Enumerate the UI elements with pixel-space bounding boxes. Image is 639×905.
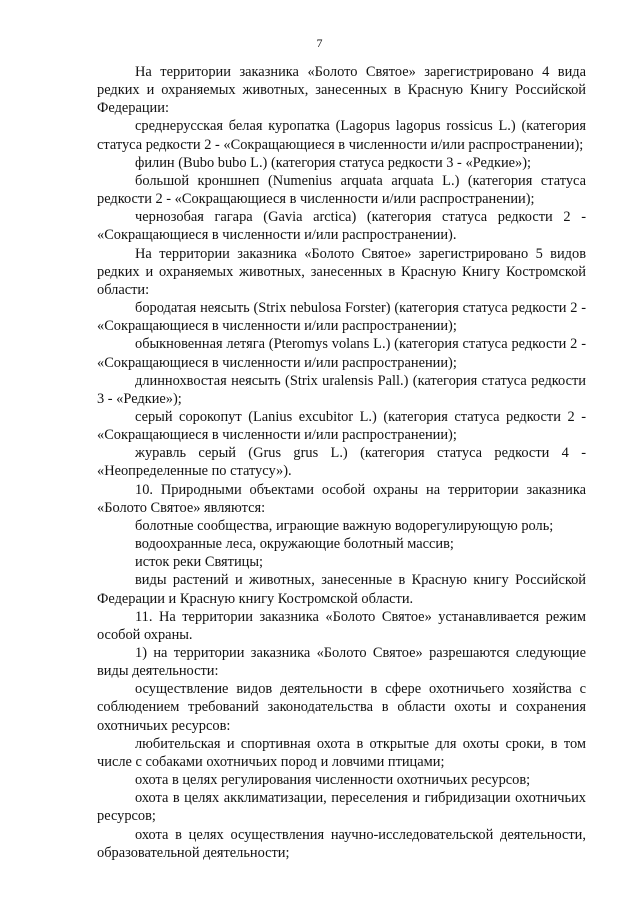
paragraph: осуществление видов деятельности в сфере охотничьего хозяйства с соблюдением требований законодательства в области охоты и сохранения охотничьих ресурсов:: [97, 681, 586, 734]
paragraph: 1) на территории заказника «Болото Святое» разрешаются следующие виды деятельности:: [97, 645, 586, 680]
paragraph: На территории заказника «Болото Святое» зарегистрировано 5 видов редких и охраняемых животных, занесенных в Красную Книгу Костромской области:: [97, 245, 586, 298]
paragraph: чернозобая гагара (Gavia arctica) (категория статуса редкости 2 - «Сокращающиеся в численности и/или распространении).: [97, 209, 586, 244]
paragraph: любительская и спортивная охота в открытые для охоты сроки, в том числе с собаками охотничьих пород и ловчими птицами;: [97, 735, 586, 770]
paragraph: длиннохвостая неясыть (Strix uralensis Pall.) (категория статуса редкости 3 - «Редкие»);: [97, 372, 586, 407]
paragraph: среднерусская белая куропатка (Lagopus lagopus rossicus L.) (категория статуса редкости 2 - «Сокращающиеся в численности и/или распространении);: [97, 118, 586, 153]
paragraph: большой кроншнеп (Numenius arquata arquata L.) (категория статуса редкости 2 - «Сокращающиеся в численности и/или распространении);: [97, 172, 586, 208]
paragraph: бородатая неясыть (Strix nebulosa Forster) (категория статуса редкости 2 - «Сокращающиеся в численности и/или распространении);: [97, 300, 586, 335]
paragraph: обыкновенная летяга (Pteromys volans L.) (категория статуса редкости 2 - «Сокращающиеся в численности и/или распространении);: [97, 336, 586, 371]
paragraph: болотные сообщества, играющие важную водорегулирующую роль;: [135, 517, 554, 534]
paragraph: охота в целях регулирования численности охотничьих ресурсов;: [135, 772, 531, 789]
paragraph: серый сорокопут (Lanius excubitor L.) (категория статуса редкости 2 - «Сокращающиеся в численности и/или распространении);: [97, 408, 586, 444]
paragraph: На территории заказника «Болото Святое» зарегистрировано 4 вида редких и охраняемых животных, занесенных в Красную Книгу Российской Федерации:: [97, 64, 586, 117]
paragraph: виды растений и животных, занесенные в Красную книгу Российской Федерации и Красную книгу Костромской области.: [97, 572, 586, 607]
paragraph: филин (Bubo bubo L.) (категория статуса редкости 3 - «Редкие»);: [135, 154, 532, 171]
paragraph: исток реки Святицы;: [135, 554, 264, 571]
document-body: [97, 63, 586, 862]
page-number: 7: [316, 36, 323, 50]
paragraph: охота в целях осуществления научно-исследовательской деятельности, образовательной деятельности;: [97, 826, 586, 861]
paragraph: водоохранные леса, окружающие болотный массив;: [135, 536, 454, 553]
paragraph: журавль серый (Grus grus L.) (категория статуса редкости 4 - «Неопределенные по статусу»).: [97, 445, 586, 480]
paragraph: охота в целях акклиматизации, переселения и гибридизации охотничьих ресурсов;: [97, 790, 586, 825]
paragraph: 10. Природными объектами особой охраны на территории заказника «Болото Святое» являются:: [97, 481, 586, 516]
paragraph: 11. На территории заказника «Болото Святое» устанавливается режим особой охраны.: [97, 608, 586, 643]
